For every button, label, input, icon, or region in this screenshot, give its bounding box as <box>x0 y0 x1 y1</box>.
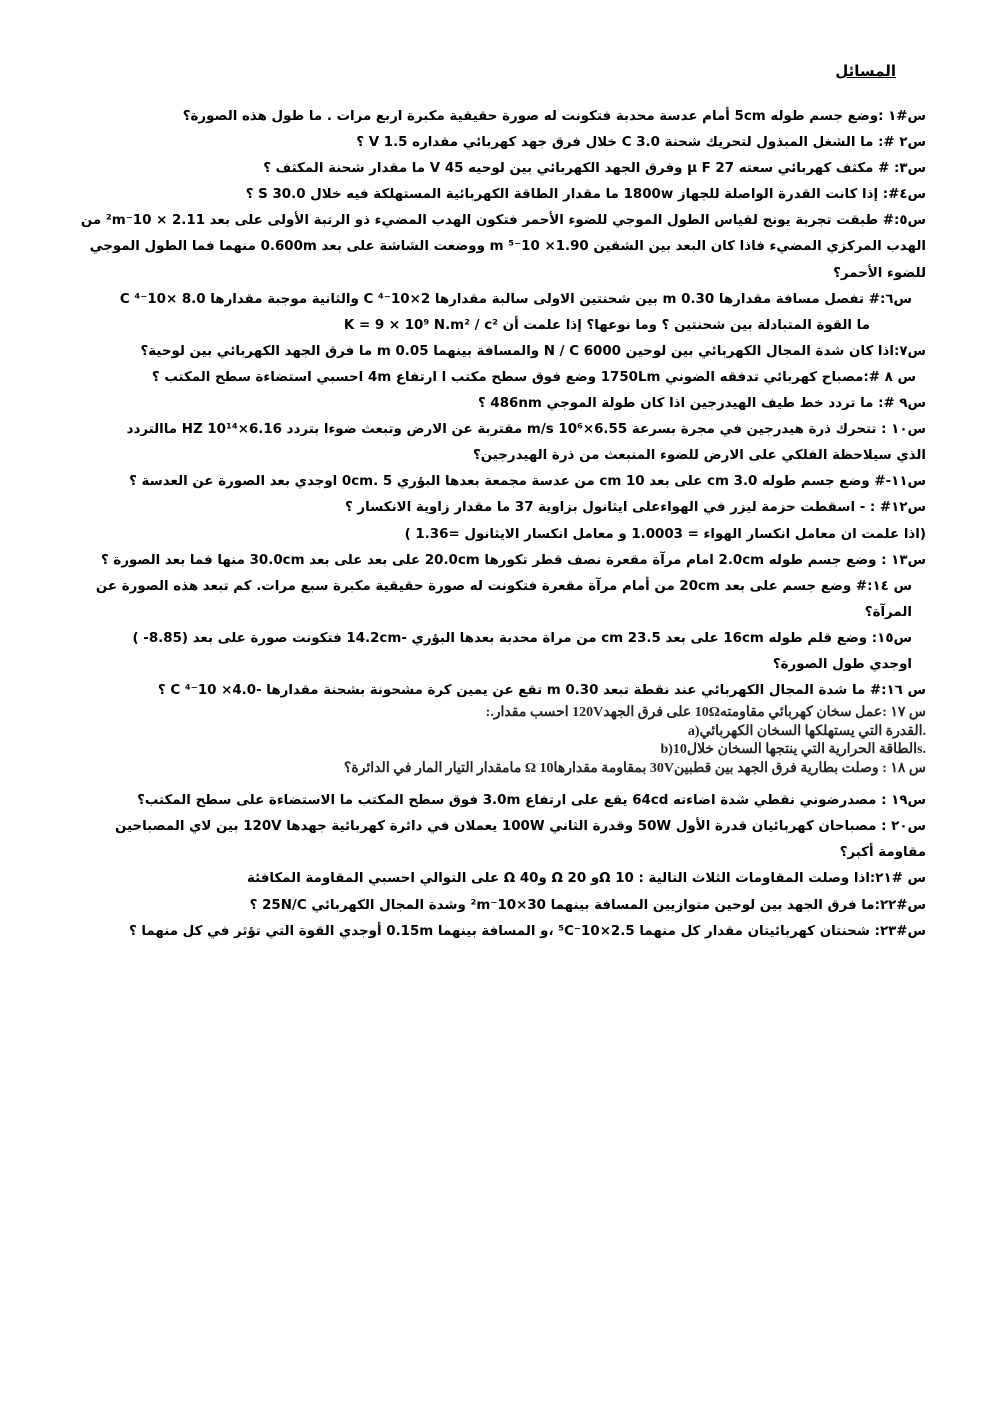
problem-16: س ١٦:# ما شدة المجال الكهربائي عند نقطة تبعد 0.30 m تقع عن يمين كرة مشحونة بشحنة مقدارها -4.0× 10⁻⁴ C ؟ <box>157 683 926 699</box>
problem-6-line-2: ما القوة المتبادلة بين شحنتين ؟ وما نوعها؟ إذا علمت أن K = 9 × 10⁹ N.m² / c² <box>343 317 870 333</box>
problem-17-part-b: b)الطاقة الحرارية التي ينتجها السخان خلال10s. <box>660 742 926 758</box>
page-title: المسائل <box>835 62 896 80</box>
problem-20-line-1: س٢٠ : مصباحان كهربائيان قدرة الأول 50W وقدرة الثاني 100W يعملان في دائرة كهربائية جهدها 120V بين لاي المصباحين <box>114 819 926 835</box>
problem-11: س١١-# وضع جسم طوله 3.0 cm على بعد 10 cm من عدسة مجمعة بعدها البؤري 5 .0cm اوجدي بعد الصورة عن العدسة ؟ <box>129 474 926 490</box>
problem-12-line-2: (اذا علمت ان معامل انكسار الهواء = 1.0003 و معامل انكسار الايثانول =1.36 ) <box>404 526 926 542</box>
problem-14-line-1: س ١٤:# وضع جسم على بعد 20cm من أمام مرآة مقعرة فتكونت له صورة حقيقية مكبرة سبع مرات. كم تبعد هذه الصورة عن <box>95 578 912 594</box>
problem-6-line-1: س٦:# تفصل مسافة مقدارها 0.30 m بين شحنتين الاولى سالبة مقدارها 2×10⁻⁴ C والثانية موجبة مقدارها 8.0 ×10⁻⁴ C <box>119 291 912 307</box>
problem-21: س #٢١:اذا وصلت المقاومات الثلاث التالية : Ω 10و Ω 20 وΩ 40 على التوالي احسبي المقاومة المكافئة <box>247 871 926 887</box>
problem-17-part-a: a)القدرة التي يستهلكها السخان الكهربائي. <box>687 723 926 739</box>
problem-15-line-1: س١٥: وضع قلم طوله 16cm على بعد 23.5 cm من مراة محدبة بعدها البؤري -14.2cm فتكونت صورة على بعد (8.85- ) <box>132 630 912 646</box>
problem-12-line-1: س١٢# : - اسقطت حزمة ليزر في الهواءعلى ايثانول بزاوية 37 ما مقدار زاوية الانكسار ؟ <box>345 500 926 516</box>
problem-4: س٤#: إذا كانت القدرة الواصلة للجهاز 1800w ما مقدار الطاقة الكهربائية المستهلكة فيه خلال 30.0 S ؟ <box>245 187 926 203</box>
problem-2: س٢ #: ما الشغل المبذول لتحريك شحنة 3.0 C خلال فرق جهد كهربائي مقداره 1.5 V ؟ <box>356 135 926 151</box>
problem-5-line-1: س٥:# طبقت تجربة يونج لقياس الطول الموجي للضوء الأحمر فتكون الهدب المضيء ذو الرتبة الأولى على بعد 2.11 × 10⁻²m من <box>80 213 926 229</box>
problem-10-line-1: س١٠ : تتحرك ذرة هيدرجين في مجرة بسرعة 6.55×10⁶ m/s مقتربة عن الارض وتبعث ضوءا بتردد 6.16×10¹⁴ HZ ماالتردد <box>126 422 926 438</box>
problem-9: س٩ #: ما تردد خط طيف الهيدرجين اذا كان طولة الموجي 486nm ؟ <box>477 396 926 412</box>
problem-3: س٣: # مكثف كهربائي سعته µ F 27 وفرق الجهد الكهربائي بين لوحيه 45 V ما مقدار شحنة المكثف ؟ <box>263 161 926 177</box>
problem-7: س٧:اذا كان شدة المجال الكهربائي بين لوحين 6000 N / C والمسافة بينهما 0.05 m ما فرق الجهد الكهربائي بين لوحية؟ <box>140 343 926 359</box>
problems-list <box>78 104 926 945</box>
problem-17: س ١٧ :عمل سخان كهربائي مقاومته10Ω على فرق الجهد120V احسب مقدار.: <box>485 705 926 721</box>
problem-5-line-3: للضوء الأحمر؟ <box>833 265 926 281</box>
problem-15-line-2: اوجدي طول الصورة؟ <box>772 656 912 672</box>
problem-10-line-2: الذي سيلاحظة الفلكي على الارض للضوء المنبعث من ذرة الهيدرجين؟ <box>472 448 926 464</box>
problem-14-line-2: المرآة؟ <box>864 604 912 620</box>
problem-20-line-2: مقاومة أكبر؟ <box>839 845 926 861</box>
problem-19: س١٩ : مصدرضوني نقطي شدة اضاءته 64cd يقع على ارتفاع 3.0m فوق سطح المكتب ما الاستضاءة على سطح المكتب؟ <box>137 793 926 809</box>
problem-1: س#١ :وضع جسم طوله 5cm أمام عدسة محدبة فتكونت له صورة حقيقية مكبرة اربع مرات . ما طول هذه الصورة؟ <box>182 109 926 124</box>
problem-13: س١٣ : وضع جسم طوله 2.0cm امام مرآة مقعرة نصف قطر تكورها 20.0cm على بعد على بعد 30.0cm منها فما بعد الصورة ؟ <box>100 552 926 568</box>
problem-22: س#٢٢:ما فرق الجهد بين لوحين متوازيين المسافة بينهما 30×10⁻²m وشدة المجال الكهربائي 25N/C ؟ <box>249 897 926 913</box>
problem-8: س ٨ #:مصباح كهربائي تدفقه الضوني 1750Lm وضع فوق سطح مكتب ا ارتفاع 4m احسبي استضاءة سطح المكتب ؟ <box>151 369 916 385</box>
problem-5-line-2: الهدب المركزي المضيء فاذا كان البعد بين الشقين 1.90× 10⁻⁵ m ووضعت الشاشة على بعد 0.600m منهما فما الطول الموجي <box>89 239 926 255</box>
problem-18: س ١٨ : وصلت بطارية فرق الجهد بين قطبين30V بمقاومة مقدارها10 Ω مامقدار التيار المار في الدائرة؟ <box>343 760 926 776</box>
problem-23: س#٢٣: شحنتان كهربائيتان مقدار كل منهما 2.5×10⁻⁵C ،و المسافة بينهما 0.15m أوجدي القوة التي تؤثر في كل منهما ؟ <box>128 923 926 939</box>
